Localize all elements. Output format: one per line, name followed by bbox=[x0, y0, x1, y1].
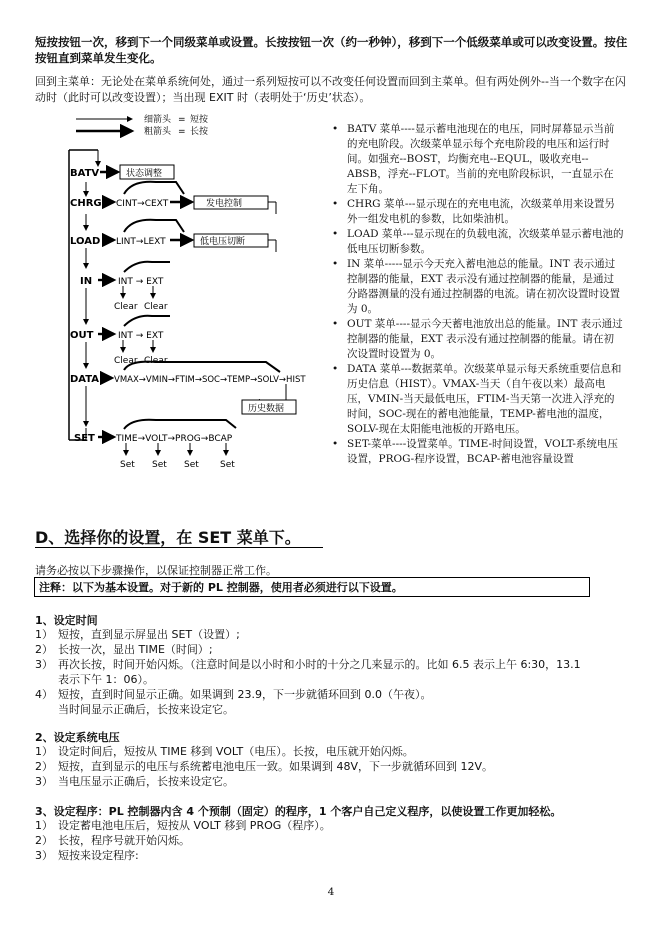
menu-out: OUT bbox=[70, 330, 94, 341]
in-submenu: INT → EXT bbox=[118, 277, 164, 287]
list-item: • BATV 菜单----显示蓄电池现在的电压，同时屏幕显示当前的充电阶段。次级菜单显示每个充电阶段的电压和运行时间。如强充--BOST，均衡充电--EQUL，吸收充电--ABSB，浮充--FLOT。当前的充电阶段标识，一直显示在左下角。 bbox=[332, 123, 615, 195]
section-heading: D、选择你的设置，在 SET 菜单下。 bbox=[35, 528, 301, 547]
chrg-submenu: CINT→CEXT bbox=[116, 199, 169, 209]
list-item: 2） 长按，程序号就开始闪烁。 bbox=[35, 834, 190, 847]
step2-title: 2、设定系统电压 bbox=[35, 731, 120, 744]
legend-meaning-thin: 短按 bbox=[190, 115, 209, 125]
in-clear-1: Clear bbox=[114, 302, 138, 312]
list-item: 1） 短按，直到显示屏显出 SET（设置）; bbox=[35, 628, 240, 641]
data-box-label: 历史数据 bbox=[248, 404, 285, 414]
list-item: • IN 菜单-----显示今天充入蓄电池总的能量。INT 表示通过控制器的能量，EXT 表示没有通过控制器的能量，是通过分路器测量的没有通过控制器的电流。请在初次设置时设置为 0。 bbox=[332, 258, 620, 315]
section-intro: 请务必按以下步骤操作，以保证控制器正常工作。 bbox=[35, 564, 277, 577]
list-item: • SET-菜单----设置菜单。TIME-时间设置，VOLT-系统电压设置，PROG-程序设置，BCAP-蓄电池容量设置 bbox=[332, 438, 618, 465]
list-item: 4） 短按，直到时间显示正确。如果调到 23.9，下一步就循环回到 0.0（午夜）。 bbox=[35, 688, 432, 701]
menu-descriptions bbox=[332, 122, 624, 467]
list-item: 2） 短按，直到显示的电压与系统蓄电池电压一致。如果调到 48V，下一步就循环回到 12V。 bbox=[35, 760, 494, 773]
data-submenu: VMAX→VMIN→FTIM→SOC→TEMP→SOLV→HIST bbox=[114, 375, 306, 385]
legend-eq-thin: = bbox=[178, 115, 186, 125]
list-item: • OUT 菜单----显示今天蓄电池放出总的能量。INT 表示通过控制器的能量，EXT 表示没有通过控制器的能量。请在初次设置时设置为 0。 bbox=[332, 318, 623, 360]
menu-load: LOAD bbox=[70, 236, 101, 247]
legend-label-thin: 细箭头 bbox=[144, 115, 172, 125]
legend-eq-thick: = bbox=[178, 127, 186, 137]
list-item: 1） 设定蓄电池电压后，短按从 VOLT 移到 PROG（程序）。 bbox=[35, 819, 331, 832]
set-set-4: Set bbox=[220, 460, 235, 470]
step1-title: 1、设定时间 bbox=[35, 614, 98, 627]
legend-label-thick: 粗箭头 bbox=[144, 127, 172, 137]
load-submenu: LINT→LEXT bbox=[116, 237, 166, 247]
list-item: • LOAD 菜单---显示现在的负载电流，次级菜单显示蓄电池的低电压切断参数。 bbox=[332, 228, 624, 255]
set-set-1: Set bbox=[120, 460, 135, 470]
list-item: 3） 再次长按，时间开始闪烁。（注意时间是以小时和小时的十分之几来显示的。比如 6.5 表示上午 6:30，13.1 bbox=[35, 658, 581, 671]
list-item: • DATA 菜单---数据菜单。次级菜单显示每天系统重要信息和历史信息（HIST）。VMAX-当天（自午夜以来）最高电压，VMIN-当天最低电压，FTIM-当天第一次进入浮充的时间，SOC-现在的蓄电池能量，TEMP-蓄电池的温度，SOLV-现在太阳能电池板的开路电压。 bbox=[332, 363, 622, 435]
menu-chrg: CHRG bbox=[70, 198, 102, 209]
list-item: • CHRG 菜单---显示现在的充电电流，次级菜单用来设置另外一组发电机的参数，比如柴油机。 bbox=[332, 198, 615, 225]
list-item: 1） 设定时间后，短按从 TIME 移到 VOLT（电压）。长按，电压就开始闪烁。 bbox=[35, 745, 414, 758]
legend-meaning-thick: 长按 bbox=[190, 127, 209, 137]
menu-batv: BATV bbox=[70, 168, 100, 179]
menu-set: SET bbox=[74, 433, 95, 444]
page-number: 4 bbox=[327, 886, 335, 898]
set-set-2: Set bbox=[152, 460, 167, 470]
note-box: 注释：以下为基本设置。对于新的 PL 控制器，使用者必须进行以下设置。 bbox=[34, 577, 590, 597]
intro-paragraph: 回到主菜单：无论处在菜单系统何处，通过一系列短按可以不改变任何设置而回到主菜单。但有两处例外--当一个数字在闪动时（此时可以改变设置）；当出现 EXIT 时（表明处于‘历史’状态）。 bbox=[35, 75, 626, 104]
menu-data: DATA bbox=[70, 374, 100, 385]
legend bbox=[76, 113, 209, 137]
list-item: 当时间显示正确后，长按来设定它。 bbox=[58, 703, 234, 716]
batv-box-label: 状态调整 bbox=[126, 169, 163, 179]
menu-diagram bbox=[66, 110, 324, 475]
set-set-3: Set bbox=[184, 460, 199, 470]
list-item: 2） 长按一次，显出 TIME（时间）; bbox=[35, 643, 213, 656]
heading-underline bbox=[35, 547, 323, 548]
step3-title: 3、设定程序：PL 控制器内含 4 个预制（固定）的程序，1 个客户自己定义程序，以使设置工作更加轻松。 bbox=[35, 805, 562, 818]
list-item: 3） 短按来设定程序: bbox=[35, 849, 139, 862]
chrg-box-label: 发电控制 bbox=[206, 199, 243, 209]
menu-in: IN bbox=[80, 276, 93, 287]
intro-bold-paragraph: 短按按钮一次，移到下一个同级菜单或设置。长按按钮一次（约一秒钟），移到下一个低级菜单或可以改变设置。按住按钮直到菜单发生变化。 bbox=[35, 35, 628, 65]
out-submenu: INT → EXT bbox=[118, 331, 164, 341]
out-clear-2: Clear bbox=[144, 356, 168, 366]
list-item: 表示下午 1：06）。 bbox=[58, 673, 154, 686]
list-item: 3） 当电压显示正确后，长按来设定它。 bbox=[35, 775, 234, 788]
set-submenu: TIME→VOLT→PROG→BCAP bbox=[116, 434, 233, 444]
in-clear-2: Clear bbox=[144, 302, 168, 312]
out-clear-1: Clear bbox=[114, 356, 138, 366]
load-box-label: 低电压切断 bbox=[200, 237, 246, 247]
